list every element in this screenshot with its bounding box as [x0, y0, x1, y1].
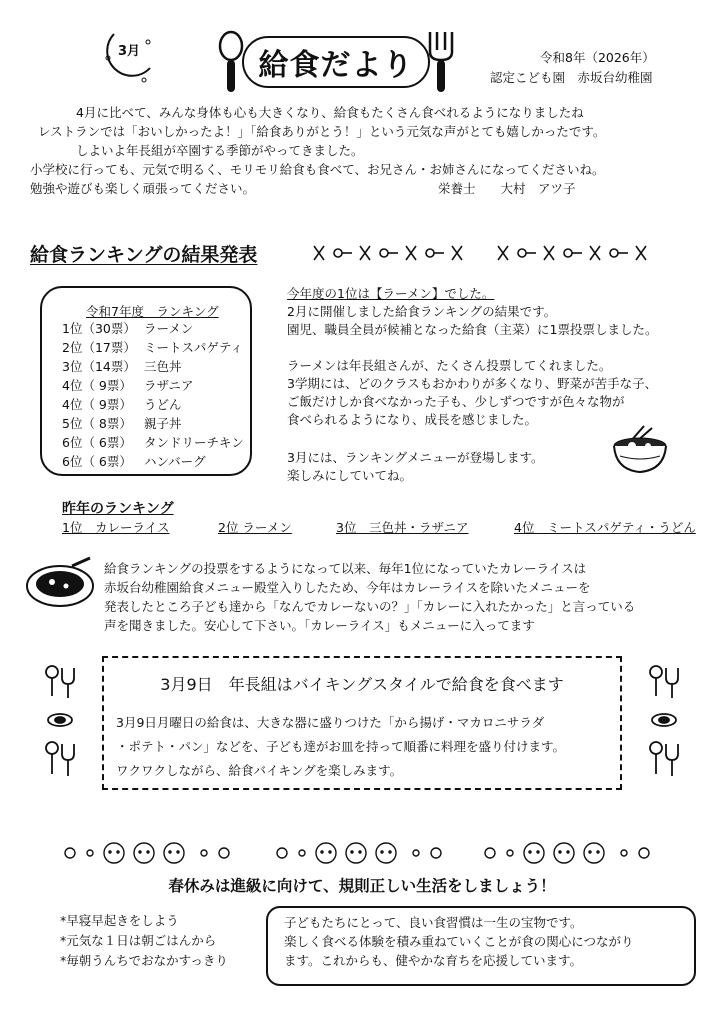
last-year-rank-item: 1位 カレーライス — [62, 520, 170, 535]
result-line: 楽しみにしていてね。 — [287, 468, 413, 483]
child-face-icon — [274, 840, 446, 866]
ranking-row: 3位（14票） 三色丼 — [62, 359, 182, 374]
ramen-bowl-icon — [610, 424, 670, 476]
intro-line: しよいよ年長組が卒園する季節がやってきました。 — [76, 143, 364, 158]
fork-icon — [426, 30, 456, 96]
buffet-line: ワクワクしながら、給食バイキングを楽しみます。 — [116, 763, 403, 778]
school-name: 認定こども園 赤坂台幼稚園 — [490, 70, 653, 85]
curry-plate-icon — [24, 556, 96, 610]
ranking-row: 2位（17票） ミートスパゲティ — [62, 340, 243, 355]
cutlery-icon — [312, 244, 472, 262]
curry-line: 赤坂台幼稚園給食メニュー殿堂入りしたため、今年はカレーライスを除いたメニューを — [104, 580, 591, 595]
tip-item: *毎朝うんちでおなかすっきり — [60, 953, 228, 968]
last-year-rank-item: 4位 ミートスパゲティ・うどん — [514, 520, 696, 535]
month-badge: 3月 — [118, 44, 141, 59]
result-line: 3学期には、どのクラスもおかわりが多くなり、野菜が苦手な子、 — [287, 376, 658, 391]
cutlery-icon — [496, 244, 656, 262]
note-line: 楽しく食べる体験を積み重ねていくことが食の関心につながり — [284, 934, 634, 949]
result-line: 3月には、ランキングメニューが登場します。 — [287, 450, 544, 465]
intro-line: レストランでは「おいしかったよ！」「給食ありがとう！」という元気な声がとても嬉しかったです。 — [38, 124, 606, 139]
page-title: 給食だより — [258, 48, 414, 83]
curry-line: 発表したところ子ども達から「なんでカレーないの？」「カレーに入れたかった」と言っている — [104, 599, 636, 614]
intro-line: 4月に比べて、みんな身体も心も大きくなり、給食もたくさん食べれるようになりましたね — [76, 105, 584, 120]
curry-line: 声を聞きました。安心して下さい。「カレーライス」もメニューに入ってます — [104, 618, 535, 633]
ranking-row: 5位（ 8票） 親子丼 — [62, 416, 182, 431]
spring-break-heading: 春休みは進級に向けて、規則正しい生活をしましょう！ — [168, 877, 556, 895]
ranking-row: 6位（ 6票） ハンバーグ — [62, 454, 206, 469]
last-year-ranking-title: 昨年のランキング — [62, 501, 174, 517]
ranking-box-title: 令和7年度 ランキング — [86, 304, 219, 319]
intro-line: 小学校に行っても、元気で明るく、モリモリ給食も食べて、お兄さん・お姉さんになってくださいね。 — [30, 162, 605, 177]
child-face-icon — [482, 840, 654, 866]
ranking-row: 4位（ 9票） うどん — [62, 397, 182, 412]
intro-line: 勉強や遊びも楽しく頑張ってください。 — [30, 181, 256, 196]
result-line: 園児、職員全員が候補となった給食（主菜）に1票投票しました。 — [287, 322, 658, 337]
last-year-rank-item: 2位 ラーメン — [218, 520, 292, 535]
result-line: ラーメンは年長組さんが、たくさん投票してくれました。 — [287, 358, 612, 373]
ranking-row: 4位（ 9票） ラザニア — [62, 378, 194, 393]
child-face-icon — [62, 840, 234, 866]
buffet-line: ・ポテト・パン」などを、子ども達がお皿を持って順番に料理を盛り付けます。 — [116, 739, 566, 754]
last-year-rank-item: 3位 三色丼・ラザニア — [336, 520, 469, 535]
ranking-row: 6位（ 6票） タンドリーチキン — [62, 435, 244, 450]
tip-item: *早寝早起きをしよう — [60, 913, 179, 928]
ranking-heading: 給食ランキングの結果発表 — [30, 244, 258, 266]
signature: 栄養士 大村 アツ子 — [438, 181, 576, 196]
cutlery-icon — [40, 664, 80, 784]
title-banner — [216, 28, 456, 96]
note-line: 子どもたちにとって、良い食習慣は一生の宝物です。 — [284, 915, 583, 930]
result-line: 今年度の1位は【ラーメン】でした。 — [287, 286, 495, 301]
result-line: ご飯だけしか食べなかった子も、少しずつですが色々な物が — [287, 394, 625, 409]
result-line: 食べられるようになり、成長を感じました。 — [287, 412, 538, 427]
issue-date: 令和8年（2026年） — [540, 50, 655, 65]
curry-line: 給食ランキングの投票をするようになって以来、毎年1位になっていたカレーライスは — [104, 561, 587, 576]
buffet-title: 3月9日 年長組はバイキングスタイルで給食を食べます — [160, 675, 564, 694]
tip-item: *元気な１日は朝ごはんから — [60, 933, 217, 948]
note-line: ます。これからも、健やかな育ちを応援しています。 — [284, 953, 583, 968]
cutlery-icon — [644, 664, 684, 784]
buffet-line: 3月9日月曜日の給食は、大きな器に盛りつけた「から揚げ・マカロニサラダ — [116, 715, 545, 730]
ranking-row: 1位（30票） ラーメン — [62, 321, 194, 336]
result-line: 2月に開催しました給食ランキングの結果です。 — [287, 304, 557, 319]
